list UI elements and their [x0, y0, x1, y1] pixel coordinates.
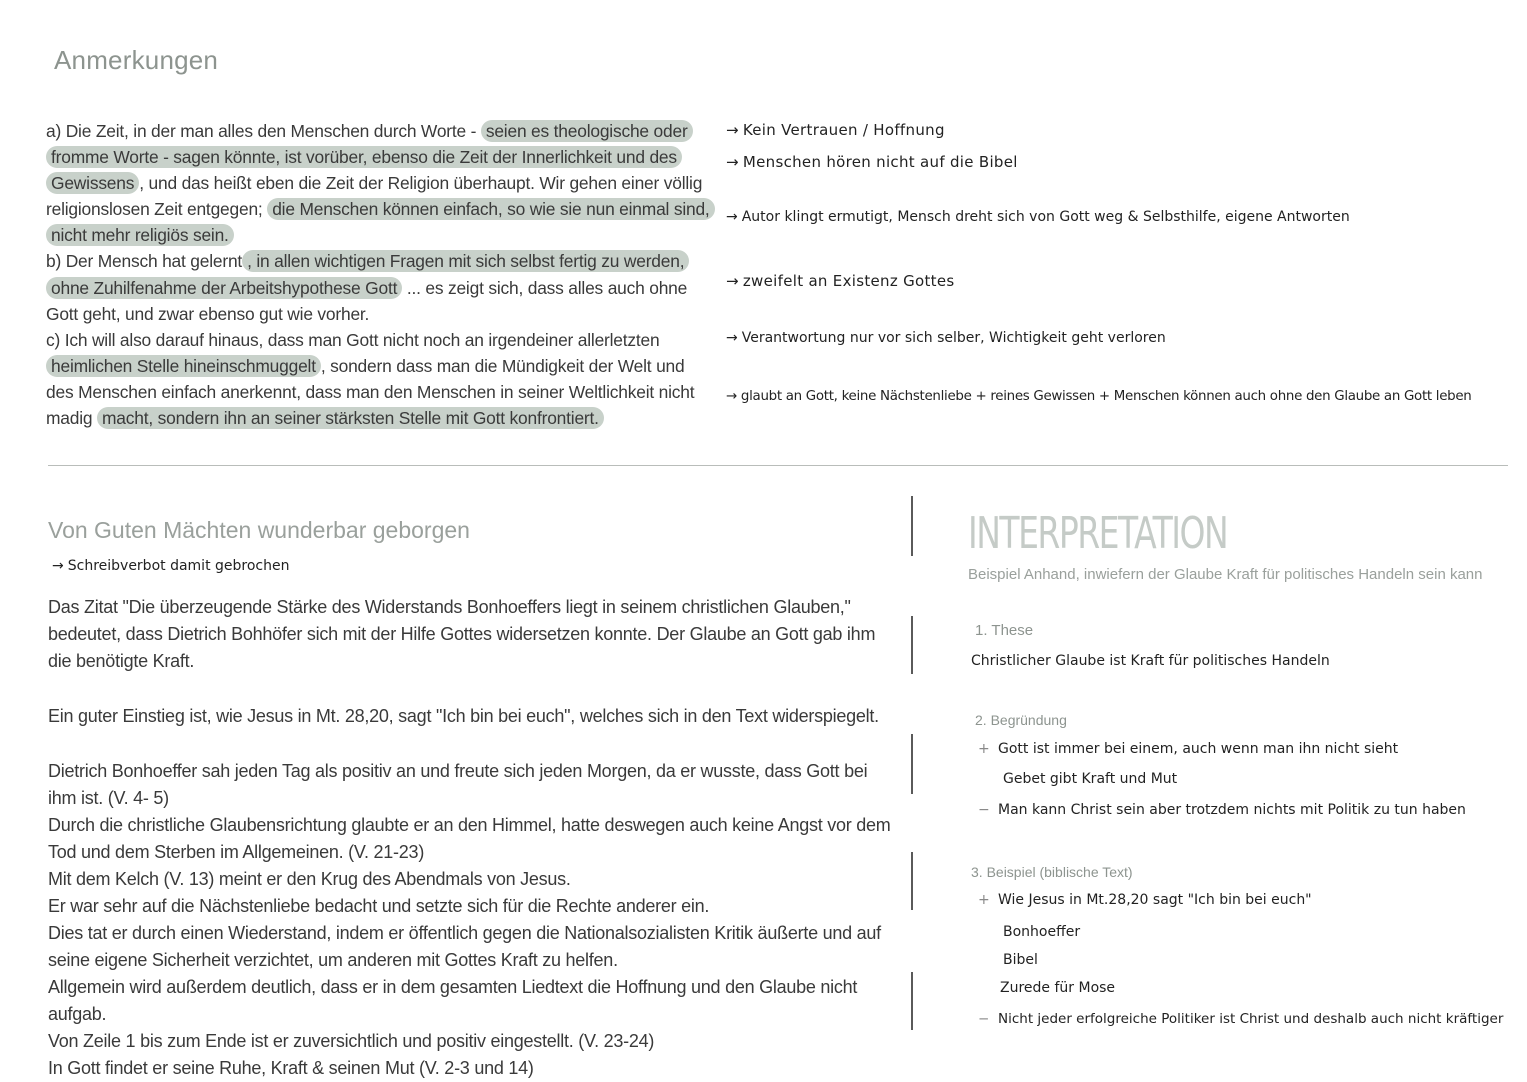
quote-paragraph-c: [46, 327, 716, 431]
analysis-paragraph: Das Zitat "Die überzeugende Stärke des Widerstands Bonhoeffers liegt in seinem christlichen Glauben," bedeutet, dass Dietrich Bohhöfer sich mit der Hilfe Gottes widersetzen konnte. Der Glaube an Gott gab ihm die benötigte Kraft.: [48, 597, 876, 671]
quote-text: a) Die Zeit, in der man alles den Menschen durch Worte -: [46, 121, 481, 141]
quote-highlight: macht, sondern ihn an seiner stärksten Stelle mit Gott konfrontiert.: [97, 407, 604, 429]
arrow-right-icon: →: [726, 272, 739, 290]
interpretation-subtitle: Beispiel Anhand, inwiefern der Glaube Kraft für politisches Handeln sein kann: [968, 566, 1483, 583]
beispiel-item: Bibel: [1003, 952, 1038, 968]
note-text: Kein Vertrauen / Hoffnung: [742, 121, 945, 139]
quote-text: c) Ich will also darauf hinaus, dass man Gott nicht noch an irgendeiner allerletzten: [46, 329, 660, 350]
vertical-divider: [911, 616, 913, 674]
vertical-divider: [911, 852, 913, 910]
note-5: [726, 330, 1166, 346]
analysis-body: [48, 758, 898, 1082]
quote-text: , und das heißt eben die Zeit der Religion überhaupt. Wir gehen einer völlig religionslosen Zeit entgegen;: [46, 173, 703, 220]
analysis-line: Durch die christliche Glaubensrichtung glaubte er an den Himmel, hatte deswegen auch keine Angst vor dem Tod und dem Sterben im Allgemeinen. (V. 21-23): [48, 815, 891, 862]
arrow-right-icon: →: [52, 558, 64, 574]
beispiel-plus: [978, 892, 1312, 908]
analysis-line: Mit dem Kelch (V. 13) meint er den Krug des Abendmals von Jesus.: [48, 869, 571, 889]
begruendung-minus: [978, 802, 1466, 818]
note-2: [726, 153, 1018, 171]
analysis-line: In Gott findet er seine Ruhe, Kraft & seinen Mut (V. 2-3 und 14): [48, 1058, 534, 1078]
note-text: Verantwortung nur vor sich selber, Wichtigkeit geht verloren: [741, 330, 1166, 346]
analysis-line: Dies tat er durch einen Wiederstand, indem er öffentlich gegen die Nationalsozialisten Kritik äußerte und auf seine eigene Sicherheit verzichtet, um anderen mit Gottes Kraft zu helfen.: [48, 923, 881, 970]
note-4: [726, 272, 955, 290]
quote-block: [46, 118, 716, 431]
note-text: Schreibverbot damit gebrochen: [67, 558, 290, 574]
minus-icon: −: [978, 802, 990, 818]
vertical-divider: [911, 734, 913, 794]
analysis-intro: [48, 594, 898, 675]
note-3: [726, 209, 1350, 225]
analysis-line: Er war sehr auf die Nächstenliebe bedacht und setzte sich für die Rechte anderer ein.: [48, 896, 710, 916]
beispiel-heading: 3. Beispiel (biblische Text): [971, 864, 1133, 880]
vertical-divider: [911, 496, 913, 556]
analysis-line: Allgemein wird außerdem deutlich, dass er in dem gesamten Liedtext die Hoffnung und den Glaube nicht aufgab.: [48, 977, 858, 1024]
quote-paragraph-a: [46, 118, 716, 248]
note-1: [726, 121, 945, 139]
section-title: Von Guten Mächten wunderbar geborgen: [48, 517, 470, 543]
point-text: Gott ist immer bei einem, auch wenn man ihn nicht sieht: [998, 741, 1399, 757]
note-6: [726, 389, 1472, 404]
quote-text: ... es zeigt sich, dass alles auch ohne Gott geht, und zwar ebenso gut wie vorher.: [46, 277, 688, 324]
minus-icon: −: [978, 1011, 990, 1027]
arrow-right-icon: →: [726, 121, 739, 139]
section-divider: [48, 465, 1508, 466]
quote-text: b) Der Mensch hat gelernt: [46, 251, 243, 272]
arrow-right-icon: →: [726, 389, 737, 404]
quote-highlight: die Menschen können einfach, so wie sie nun einmal sind, nicht mehr religiös sein.: [46, 198, 715, 246]
arrow-right-icon: →: [726, 153, 739, 171]
quote-highlight: heimlichen Stelle hineinschmuggelt: [46, 355, 321, 377]
begruendung-heading: 2. Begründung: [975, 712, 1067, 728]
point-text: Man kann Christ sein aber trotzdem nichts mit Politik zu tun haben: [998, 802, 1466, 818]
note-text: zweifelt an Existenz Gottes: [742, 272, 955, 290]
analysis-line: Von Zeile 1 bis zum Ende ist er zuversichtlich und positiv eingestellt. (V. 23-24): [48, 1031, 655, 1051]
begruendung-plus: [978, 741, 1398, 757]
point-text: Nicht jeder erfolgreiche Politiker ist Christ und deshalb auch nicht kräftiger: [998, 1011, 1504, 1027]
analysis-paragraph: Ein guter Einstieg ist, wie Jesus in Mt. 28,20, sagt "Ich bin bei euch", welches sich in den Text widerspiegelt.: [48, 706, 879, 726]
quote-paragraph-b: [46, 248, 716, 326]
quote-highlight: , in allen wichtigen Fragen mit sich selbst fertig zu werden, ohne Zuhilfenahme der Arbeitshypothese Gott: [46, 250, 689, 298]
begruendung-item: Gebet gibt Kraft und Mut: [1003, 771, 1178, 787]
beispiel-minus: [978, 1011, 1503, 1027]
beispiel-item: Bonhoeffer: [1003, 924, 1081, 940]
quote-highlight: seien es theologische oder fromme Worte - sagen könnte, ist vorüber, ebenso die Zeit der Innerlichkeit und des Gewissens: [46, 120, 693, 194]
quote-text: , sondern dass man die Mündigkeit der Welt und des Menschen einfach anerkennt, dass man den Menschen in seiner Weltlichkeit nicht madig: [46, 355, 695, 429]
analysis-line: Dietrich Bonhoeffer sah jeden Tag als positiv an und freute sich jeden Morgen, da er wusste, dass Gott bei ihm ist. (V. 4- 5): [48, 761, 868, 808]
note-text: glaubt an Gott, keine Nächstenliebe + reines Gewissen + Menschen können auch ohne den Glaube an Gott leben: [740, 389, 1472, 404]
arrow-right-icon: →: [726, 330, 738, 346]
vertical-divider: [911, 972, 913, 1030]
interpretation-title: INTERPRETATION: [968, 508, 1228, 559]
analysis-einstieg: [48, 703, 898, 730]
these-heading: 1. These: [975, 622, 1034, 639]
section-note: [52, 558, 289, 574]
beispiel-item: Zurede für Mose: [1000, 980, 1116, 996]
these-text: Christlicher Glaube ist Kraft für politisches Handeln: [971, 653, 1330, 669]
note-text: Autor klingt ermutigt, Mensch dreht sich von Gott weg & Selbsthilfe, eigene Antworten: [741, 209, 1350, 225]
arrow-right-icon: →: [726, 209, 738, 225]
page-title: Anmerkungen: [54, 45, 219, 75]
plus-icon: +: [978, 741, 990, 757]
point-text: Wie Jesus in Mt.28,20 sagt "Ich bin bei euch": [998, 892, 1312, 908]
note-text: Menschen hören nicht auf die Bibel: [742, 153, 1018, 171]
plus-icon: +: [978, 892, 990, 908]
